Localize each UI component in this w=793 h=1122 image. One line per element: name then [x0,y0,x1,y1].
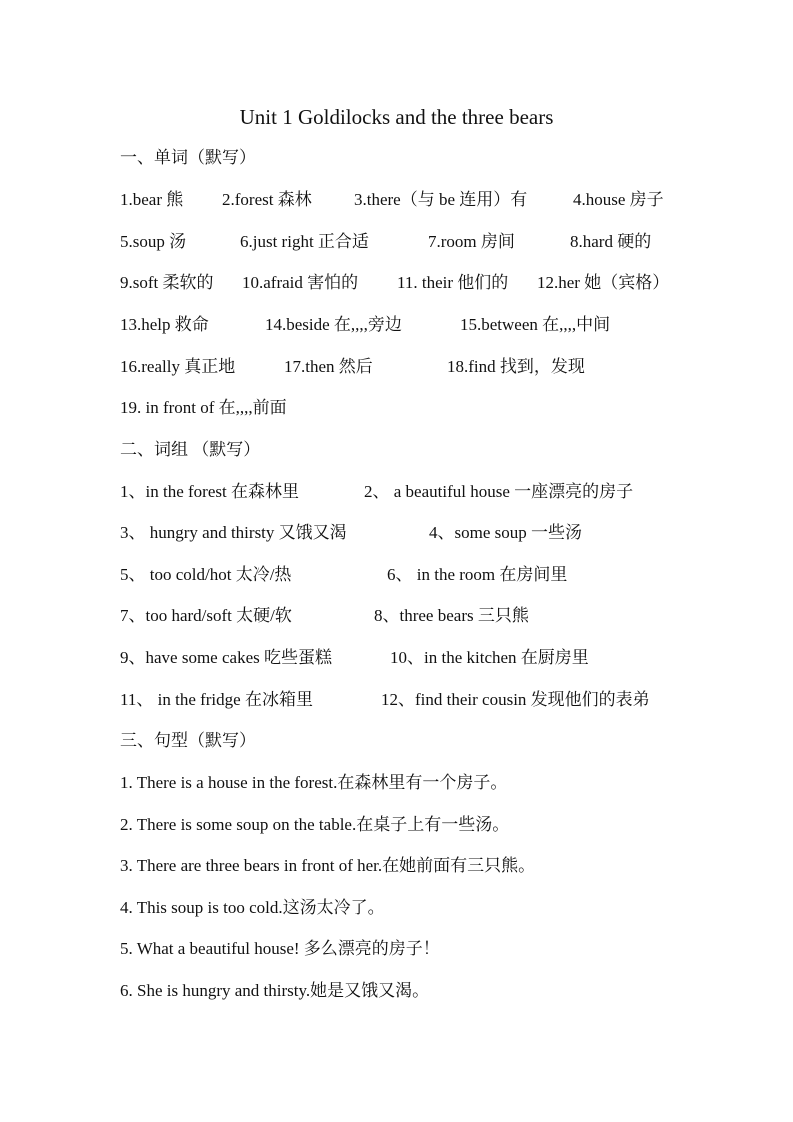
sentence-row [0,855,793,879]
word-item: 16.really 真正地 [120,357,236,376]
sentence-row [0,897,793,921]
section-heading-phrases [0,439,793,463]
phrase-item: 8、three bears 三只熊 [374,606,529,625]
word-item: 7.room 房间 [428,232,515,251]
phrase-item: 1、in the forest 在森林里 [120,482,299,501]
word-item: 6.just right 正合适 [240,232,369,251]
sentence-item: 3. There are three bears in front of her.在她前面有三只熊。 [120,856,536,875]
phrase-row [0,689,793,713]
sentence-row [0,814,793,838]
sentence-row [0,938,793,962]
sentence-item: 1. There is a house in the forest.在森林里有一个房子。 [120,773,508,792]
word-row [0,189,793,213]
phrase-item: 4、some soup 一些汤 [429,523,582,542]
heading-text: 三、句型（默写） [120,731,256,750]
sentence-row [0,980,793,1004]
phrase-item: 11、 in the fridge 在冰箱里 [120,690,313,709]
word-row [0,272,793,296]
sentence-item: 6. She is hungry and thirsty.她是又饿又渴。 [120,981,430,1000]
phrase-item: 12、find their cousin 发现他们的表弟 [381,690,650,709]
word-row [0,314,793,338]
phrase-row [0,522,793,546]
word-row [0,356,793,380]
page-title: Unit 1 Goldilocks and the three bears [239,105,554,129]
phrase-item: 5、 too cold/hot 太冷/热 [120,565,292,584]
sentence-item: 4. This soup is too cold.这汤太冷了。 [120,898,385,917]
word-row [0,397,793,421]
word-item: 17.then 然后 [284,357,373,376]
section-heading-sentences [0,730,793,754]
word-item: 11. their 他们的 [397,273,509,292]
section-heading-words [0,147,793,171]
word-item: 5.soup 汤 [120,232,187,251]
heading-text: 二、词组 （默写） [120,440,261,459]
phrase-row [0,647,793,671]
word-item: 8.hard 硬的 [570,232,652,251]
word-item: 2.forest 森林 [222,190,312,209]
word-item: 19. in front of 在,,,,前面 [120,398,287,417]
word-item: 15.between 在,,,,中间 [460,315,611,334]
word-item: 13.help 救命 [120,315,209,334]
word-item: 3.there（与 be 连用）有 [354,190,528,209]
heading-text: 一、单词（默写） [120,148,256,167]
sentence-item: 2. There is some soup on the table.在桌子上有一些汤。 [120,815,510,834]
word-item: 1.bear 熊 [120,190,184,209]
phrase-row [0,564,793,588]
word-item: 4.house 房子 [573,190,664,209]
sentence-row [0,772,793,796]
phrase-row [0,605,793,629]
word-item: 14.beside 在,,,,旁边 [265,315,402,334]
sentence-item: 5. What a beautiful house! 多么漂亮的房子！ [120,939,440,958]
word-item: 10.afraid 害怕的 [242,273,359,292]
phrase-item: 6、 in the room 在房间里 [387,565,568,584]
phrase-item: 3、 hungry and thirsty 又饿又渴 [120,523,347,542]
word-item: 9.soft 柔软的 [120,273,214,292]
phrase-item: 7、too hard/soft 太硬/软 [120,606,292,625]
word-row [0,231,793,255]
phrase-item: 2、 a beautiful house 一座漂亮的房子 [364,482,634,501]
word-item: 12.her 她（宾格） [537,273,670,292]
phrase-row [0,481,793,505]
phrase-item: 9、have some cakes 吃些蛋糕 [120,648,332,667]
word-item: 18.find 找到，发现 [447,357,585,376]
phrase-item: 10、in the kitchen 在厨房里 [390,648,589,667]
